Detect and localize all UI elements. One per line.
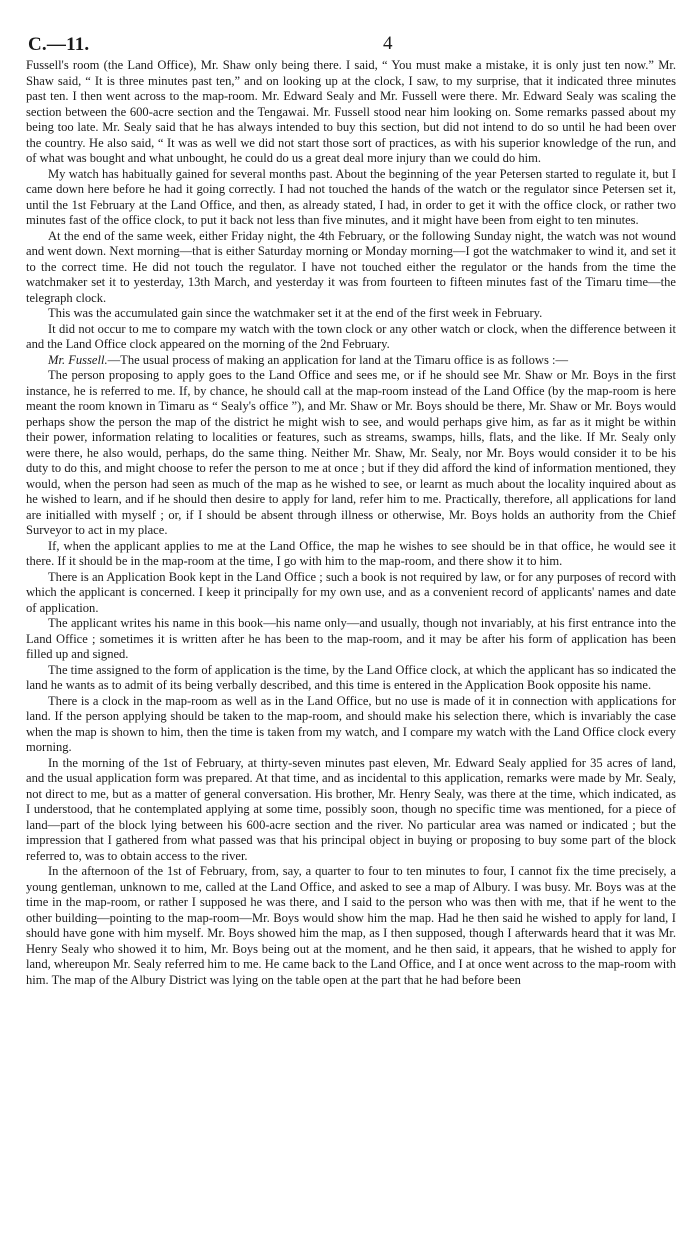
- paragraph-text: In the morning of the 1st of February, at thirty-seven minutes past eleven, Mr. Edward Sealy applied for 35 acres of land, and the usual application form was prepared. At that time, and as incidental to this application, remarks were made by Mr. Sealy, not direct to me, but as a matter of general conversation. His brother, Mr. Henry Sealy, was there at the time, which indicated, as I understood, that he contemplated applying at some time, possibly soon, though no specific time was mentioned, for a piece of land—part of the block lying between his 600-acre section and the river. No particular area was named or indicated ; but the impression that I gathered from what passed was that his principal object in buying or proposing to buy some part of the block referred to, was to obtain access to the river.: [26, 755, 676, 863]
- paragraph: [26, 570, 676, 617]
- paragraph: [26, 864, 676, 988]
- page-header: [26, 18, 676, 58]
- paragraph-text: It did not occur to me to compare my watch with the town clock or any other watch or clock, when the difference between it and the Land Office clock appeared on the morning of the 2nd February.: [26, 321, 676, 351]
- document-page: [26, 18, 676, 988]
- paragraph: [26, 353, 676, 369]
- paragraph: [26, 58, 676, 167]
- paragraph-text: This was the accumulated gain since the watchmaker set it at the end of the first week in February.: [48, 306, 543, 320]
- paragraph: [26, 229, 676, 307]
- paragraph-text: There is a clock in the map-room as well as in the Land Office, but no use is made of it in connection with applications for land. If the person applying should be taken to the map-room, and should make his selection there, which is invariably the case when the map is shown to him, then the time is taken from my watch, and I compare my watch with the Land Office clock every morning.: [26, 693, 676, 754]
- paragraph: [26, 322, 676, 353]
- paragraph: [26, 167, 676, 229]
- paragraph: [26, 539, 676, 570]
- paragraph-text: —The usual process of making an application for land at the Timaru office is as follows :—: [107, 352, 569, 367]
- paragraph-text: The person proposing to apply goes to the Land Office and sees me, or if he should see Mr. Shaw or Mr. Boys in the first instance, he is referred to me. If, by chance, he should call at the map-room instead of the Land Office (by the map-room is here meant the room known in Timaru as “ Sealy's office ”), and Mr. Shaw or Mr. Boys should be there, Mr. Shaw or Mr. Boys would perhaps show the person the map of the district he might wish to see, and would perhaps give him, as far as it might be within their power, information relating to localities or features, such as streams, swamps, hills, flats, and the like. If Mr. Sealy only were there, he also would, perhaps, do the same thing. Neither Mr. Shaw, Mr. Sealy, nor Mr. Boys would consider it to be his duty to do this, and might choose to refer the person to me at once ; but if they did afford the kind of information mentioned, they would, when the person had seen as much of the map as he wished to see, or learnt as much about the locality inquired about as he wished to learn, and if he should then desire to apply for land, refer him to me. Practically, therefore, all applications for land are initialled with myself ; or, if I should be absent through illness or otherwise, Mr. Boys holds an authority from the Chief Surveyor to act in my place.: [26, 368, 676, 537]
- paragraph: [26, 306, 676, 322]
- speaker-name: Mr. Fussell.: [48, 352, 108, 367]
- paragraph: [26, 368, 676, 539]
- paragraph-text: The time assigned to the form of application is the time, by the Land Office clock, at which the applicant has so indicated the land he wants as to admit of its being verbally described, and this time is entered in the Application Book opposite his name.: [26, 662, 676, 692]
- paragraph-text: In the afternoon of the 1st of February, from, say, a quarter to four to ten minutes to four, I cannot fix the time precisely, a young gentleman, unknown to me, called at the Land Office, and asked to see a map of Albury. I was busy. Mr. Boys was at the time in the map-room, or rather I supposed he was there, and I said to the person who was then with me, that if he went to the other building—pointing to the map-room—Mr. Boys would show him the map. Had he then said he wished to apply for land, I should have gone with him myself. Mr. Boys showed him the map, as I then supposed, though I afterwards heard that it was Mr. Henry Sealy who showed it to him, Mr. Boys being out at the moment, and he then said, it appears, that he wished to apply for land, whereupon Mr. Sealy referred him to me. He came back to the Land Office, and I at once went across to the map-room with him. The map of the Albury District was lying on the table open at the part that he had before been: [26, 864, 676, 987]
- page-number: 4: [383, 33, 393, 54]
- paragraph-text: If, when the applicant applies to me at the Land Office, the map he wishes to see should be in that office, he would see it there. If it should be in the map-room at the time, I go with him to the map-room, and there show it to him.: [26, 538, 676, 568]
- paragraph-text: There is an Application Book kept in the Land Office ; such a book is not required by law, or for any purposes of record with which the applicant is concerned. I keep it principally for my own use, and as a convenient record of applicants' names and date of application.: [26, 569, 676, 615]
- paragraph-text: My watch has habitually gained for several months past. About the beginning of the year Petersen started to regulate it, but I came down here before he had it going correctly. I had not touched the hands of the watch or the regulator since Petersen set it, until the 1st February at the Land Office, and then, as already stated, I had, in order to get it with the office clock, or rather two minutes fast of the office clock, to put it back not less than five minutes, and it might have been from eight to ten minutes.: [26, 166, 676, 227]
- paragraph: [26, 663, 676, 694]
- paragraph-text: The applicant writes his name in this book—his name only—and usually, though not invariably, at his first entrance into the Land Office ; sometimes it is written after he has been to the map-room, and it may be after his form of application has been filled up and signed.: [26, 616, 676, 661]
- paragraph-text: At the end of the same week, either Friday night, the 4th February, or the following Sunday night, the watch was not wound and went down. Next morning—that is either Saturday morning or Monday morning—I got the watchmaker to wind it, and set it to the correct time. He did not touch the regulator. I have not touched either the regulator or the hands from the time the watchmaker set it to yesterday, 13th March, and yesterday it was from fourteen to fifteen minutes fast of the Timaru time—the telegraph clock.: [26, 228, 676, 305]
- document-body: [26, 58, 676, 988]
- paragraph-text: Fussell's room (the Land Office), Mr. Shaw only being there. I said, “ You must make a mistake, it is only just ten now.” Mr. Shaw said, “ It is three minutes past ten,” and on looking up at the clock, I saw, to my surprise, that it indicated three minutes past ten. I then went across to the map-room. Mr. Edward Sealy and Mr. Fussell were there. Mr. Edward Sealy was scaling the section between the 600-acre section and the Tengawai. Mr. Fussell stood near him looking on. Some remarks passed about my being too late. Mr. Sealy said that he has always intended to buy this section, but did not intend to do so until he had been over the country. He also said, “ It was as well we did not start those sort of practices, as with his superior knowledge of the run, and of what was bought and what unbought, he could do us a great deal more injury than we could do him.: [26, 58, 676, 165]
- paragraph: [26, 694, 676, 756]
- document-reference: C.—11.: [28, 34, 90, 55]
- paragraph: [26, 616, 676, 663]
- paragraph: [26, 756, 676, 865]
